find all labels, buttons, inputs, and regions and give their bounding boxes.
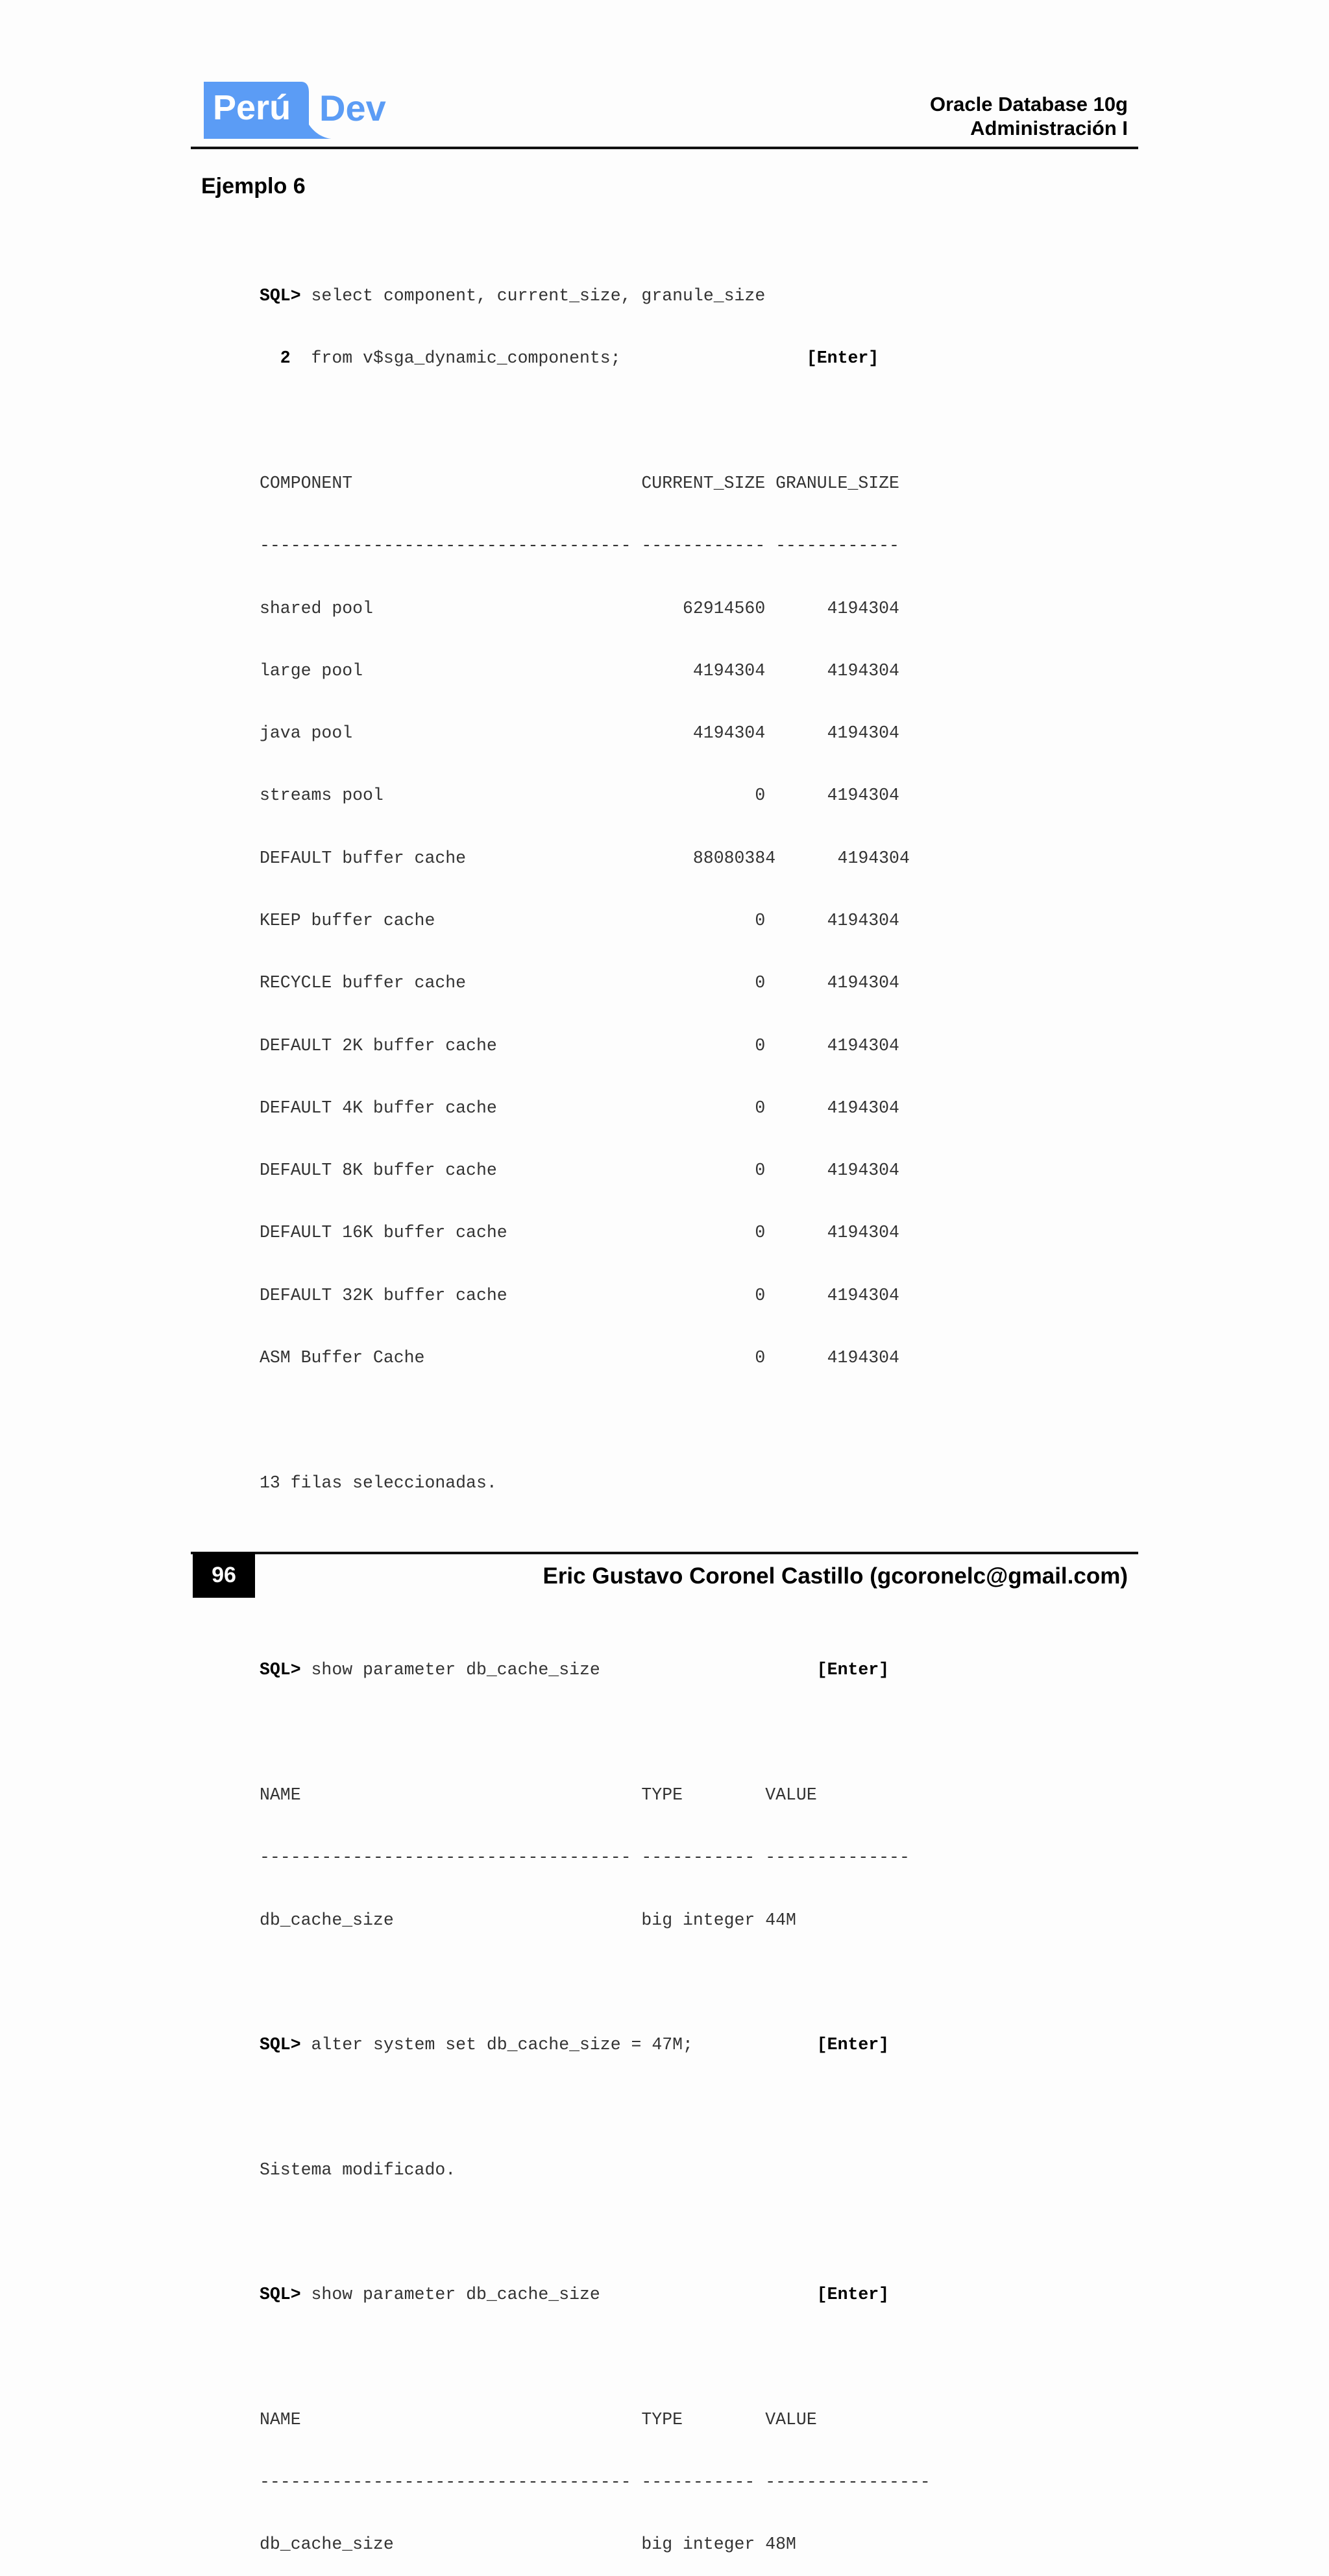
table-row: db_cache_size big integer 48M — [260, 2534, 796, 2555]
table-row: db_cache_size big integer 44M — [260, 1910, 796, 1930]
table-row: RECYCLE buffer cache 0 4194304 — [260, 973, 899, 993]
logo-text-dev: Dev — [319, 88, 386, 128]
table-2-separator: ------------------------------------ ----------- -------------- — [260, 1848, 910, 1868]
header-rule — [191, 147, 1138, 149]
table-3-separator: ------------------------------------ ----------- ---------------- — [260, 2472, 931, 2492]
sql-code-block — [260, 244, 931, 2576]
query-1-line-1: SQL> select component, current_size, granule_size — [260, 286, 766, 306]
table-row: java pool 4194304 4194304 — [260, 723, 899, 743]
header-title-line1: Oracle Database 10g — [929, 93, 1128, 115]
footer-rule — [191, 1552, 1138, 1554]
table-row: DEFAULT 8K buffer cache 0 4194304 — [260, 1161, 899, 1181]
query-1-line-2: 2 from v$sga_dynamic_components; [Enter] — [260, 348, 879, 368]
page-number: 96 — [193, 1552, 255, 1598]
footer-author: Eric Gustavo Coronel Castillo (gcoronelc@gmail.com) — [543, 1563, 1128, 1589]
table-row: shared pool 62914560 4194304 — [260, 598, 899, 618]
table-row: DEFAULT buffer cache 88080384 4194304 — [260, 848, 910, 868]
logo-text-peru: Perú — [213, 88, 291, 127]
query-3-line: SQL> alter system set db_cache_size = 47M; [Enter] — [260, 2035, 890, 2055]
query-2-line: SQL> show parameter db_cache_size [Enter] — [260, 1660, 890, 1680]
query-3-result: Sistema modificado. — [260, 2160, 456, 2180]
query-4-line: SQL> show parameter db_cache_size [Enter] — [260, 2285, 890, 2305]
table-row: streams pool 0 4194304 — [260, 786, 899, 806]
table-row: DEFAULT 16K buffer cache 0 4194304 — [260, 1223, 899, 1243]
header-title-line2: Administración I — [970, 117, 1128, 139]
table-row: DEFAULT 2K buffer cache 0 4194304 — [260, 1035, 899, 1055]
rows-selected-message: 13 filas seleccionadas. — [260, 1473, 497, 1493]
table-1-separator: ------------------------------------ ------------ ------------ — [260, 536, 899, 556]
header-title — [930, 92, 1128, 140]
table-row: ASM Buffer Cache 0 4194304 — [260, 1347, 899, 1367]
table-row: KEEP buffer cache 0 4194304 — [260, 911, 899, 930]
table-2-header: NAME TYPE VALUE — [260, 1785, 817, 1805]
table-row: DEFAULT 4K buffer cache 0 4194304 — [260, 1098, 899, 1118]
table-row: DEFAULT 32K buffer cache 0 4194304 — [260, 1285, 899, 1305]
peru-dev-logo — [204, 79, 411, 140]
table-1-header: COMPONENT CURRENT_SIZE GRANULE_SIZE — [260, 474, 899, 494]
section-title: Ejemplo 6 — [201, 174, 306, 199]
table-row: large pool 4194304 4194304 — [260, 660, 899, 680]
table-3-header: NAME TYPE VALUE — [260, 2409, 817, 2429]
